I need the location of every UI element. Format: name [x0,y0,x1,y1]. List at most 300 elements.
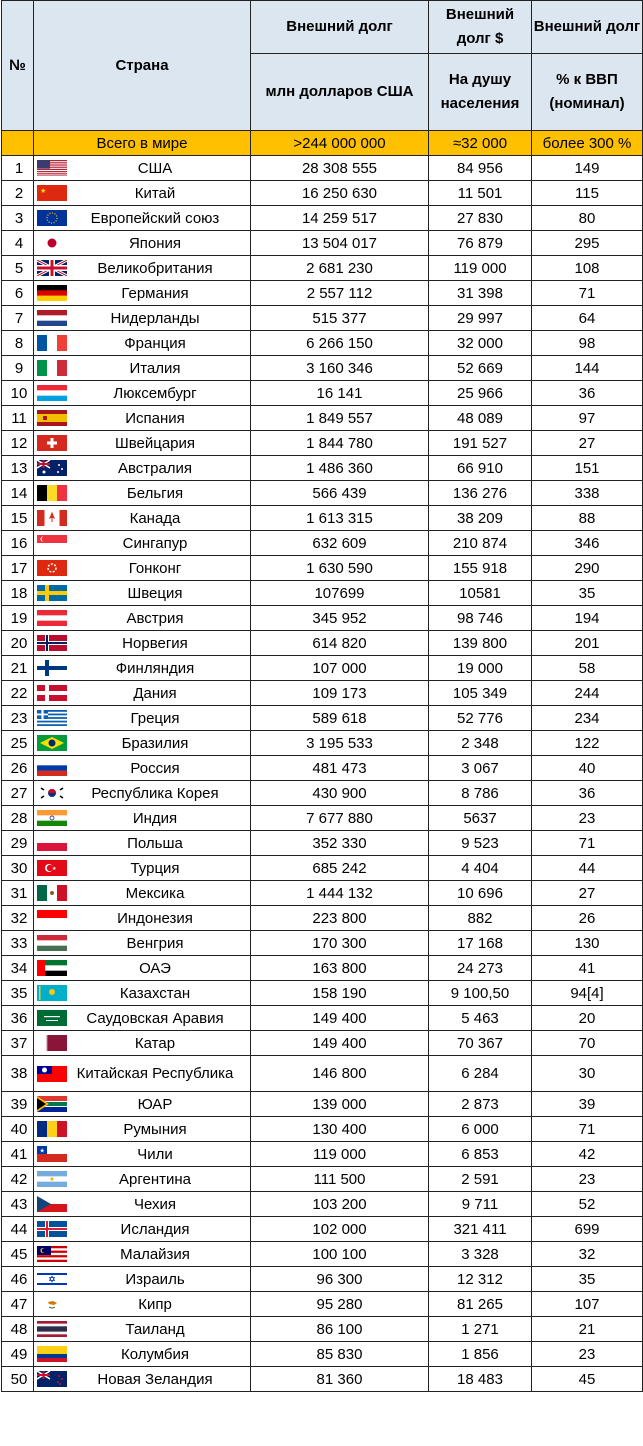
country-cell [34,481,251,506]
gdp-percent-value: 36 [532,781,643,806]
external-debt-value: 6 266 150 [251,331,429,356]
external-debt-value: 345 952 [251,606,429,631]
flag-es-icon [37,410,67,426]
gdp-percent-value: 23 [532,1167,643,1192]
header-debt-per-capita: Внешний долг $ [429,1,532,54]
table-row [2,506,643,531]
per-capita-value: 9 100,50 [429,981,532,1006]
gdp-percent-value: 45 [532,1367,643,1392]
country-cell [34,831,251,856]
gdp-percent-value: 108 [532,256,643,281]
external-debt-value: 589 618 [251,706,429,731]
country-cell [34,931,251,956]
country-name: Швеция [127,584,183,602]
flag-ae-icon [37,960,67,976]
gdp-percent-value: 30 [532,1056,643,1092]
per-capita-value: 136 276 [429,481,532,506]
row-number: 48 [2,1317,34,1342]
row-number: 22 [2,681,34,706]
flag-cl-icon [37,1146,67,1162]
country-cell [34,956,251,981]
row-number: 32 [2,906,34,931]
gdp-percent-value: 71 [532,1117,643,1142]
gdp-percent-value: 94[4] [532,981,643,1006]
table-row [2,806,643,831]
flag-fr-icon [37,335,67,351]
per-capita-value: 6 853 [429,1142,532,1167]
table-row [2,581,643,606]
table-row [2,631,643,656]
row-number: 8 [2,331,34,356]
flag-it-icon [37,360,67,376]
per-capita-value: 84 956 [429,156,532,181]
row-number: 7 [2,306,34,331]
per-capita-value: 882 [429,906,532,931]
country-cell [34,981,251,1006]
country-cell [34,1242,251,1267]
country-name: Европейский союз [90,209,220,227]
flag-hu-icon [37,935,67,951]
external-debt-value: 13 504 017 [251,231,429,256]
gdp-percent-value: 23 [532,806,643,831]
row-number: 20 [2,631,34,656]
gdp-percent-value: 27 [532,881,643,906]
country-cell [34,1317,251,1342]
row-number: 43 [2,1192,34,1217]
flag-nl-icon [37,310,67,326]
table-row [2,881,643,906]
external-debt-value: 1 613 315 [251,506,429,531]
per-capita-value: 66 910 [429,456,532,481]
country-name: Франция [124,334,186,352]
external-debt-value: 139 000 [251,1092,429,1117]
per-capita-value: 119 000 [429,256,532,281]
gdp-percent-value: 71 [532,831,643,856]
row-number: 12 [2,431,34,456]
country-name: ЮАР [137,1095,173,1113]
row-number: 9 [2,356,34,381]
country-cell [34,681,251,706]
per-capita-value: 98 746 [429,606,532,631]
per-capita-value: 1 856 [429,1342,532,1367]
country-name: Бельгия [126,484,184,502]
per-capita-value: 210 874 [429,531,532,556]
country-cell [34,381,251,406]
row-number: 26 [2,756,34,781]
country-cell [34,356,251,381]
country-name: Австрия [126,609,184,627]
per-capita-value: 155 918 [429,556,532,581]
country-name: Швейцария [114,434,196,452]
country-name: Германия [121,284,189,302]
flag-de-icon [37,285,67,301]
row-number: 28 [2,806,34,831]
external-debt-value: 430 900 [251,781,429,806]
gdp-percent-value: 23 [532,1342,643,1367]
country-name: Россия [130,759,180,777]
gdp-percent-value: 290 [532,556,643,581]
header-debt-unit: млн долларов США [251,54,429,131]
country-name: Италия [129,359,181,377]
flag-hk-icon [37,560,67,576]
per-capita-value: 18 483 [429,1367,532,1392]
row-number: 13 [2,456,34,481]
flag-au-icon [37,460,67,476]
flag-il-icon [37,1271,67,1287]
country-cell [34,1292,251,1317]
table-row [2,206,643,231]
per-capita-value: 3 067 [429,756,532,781]
country-name: Китай [134,184,176,202]
table-row [2,431,643,456]
per-capita-value: 8 786 [429,781,532,806]
row-number: 34 [2,956,34,981]
external-debt-value: 95 280 [251,1292,429,1317]
external-debt-value: 102 000 [251,1217,429,1242]
per-capita-value: 3 328 [429,1242,532,1267]
flag-be-icon [37,485,67,501]
gdp-percent-value: 20 [532,1006,643,1031]
header-country: Страна [34,1,251,131]
country-cell [34,1342,251,1367]
country-cell [34,606,251,631]
table-row [2,381,643,406]
country-cell [34,631,251,656]
header-external-debt: Внешний долг [251,1,429,54]
row-number: 39 [2,1092,34,1117]
country-cell [34,456,251,481]
row-number: 40 [2,1117,34,1142]
country-name: Чили [137,1145,173,1163]
row-number: 14 [2,481,34,506]
flag-id-icon [37,910,67,926]
country-cell [34,281,251,306]
gdp-percent-value: 122 [532,731,643,756]
per-capita-value: 4 404 [429,856,532,881]
external-debt-value: 16 141 [251,381,429,406]
flag-sa-icon [37,1010,67,1026]
header-debt-gdp: Внешний долг [532,1,643,54]
country-name: Норвегия [122,634,188,652]
country-cell [34,1217,251,1242]
gdp-percent-value: 44 [532,856,643,881]
per-capita-value: 32 000 [429,331,532,356]
row-number: 45 [2,1242,34,1267]
row-number: 1 [2,156,34,181]
country-cell [34,506,251,531]
flag-tw-icon [37,1066,67,1082]
external-debt-value: 119 000 [251,1142,429,1167]
flag-kr-icon [37,785,67,801]
per-capita-value: 105 349 [429,681,532,706]
table-row [2,781,643,806]
table-row [2,981,643,1006]
flag-qa-icon [37,1035,67,1051]
table-row [2,256,643,281]
table-row [2,831,643,856]
country-name: Китайская Республика [76,1065,234,1082]
flag-no-icon [37,635,67,651]
country-name: Израиль [125,1270,185,1288]
country-name: Турция [130,859,180,877]
table-row [2,1242,643,1267]
gdp-percent-value: 98 [532,331,643,356]
gdp-percent-value: 70 [532,1031,643,1056]
external-debt-value: 223 800 [251,906,429,931]
table-row [2,756,643,781]
per-capita-value: 38 209 [429,506,532,531]
country-name: Гонконг [128,559,182,577]
external-debt-value: 86 100 [251,1317,429,1342]
country-name: Колумбия [120,1345,190,1363]
country-cell [34,731,251,756]
gdp-percent-value: 97 [532,406,643,431]
table-row [2,331,643,356]
external-debt-value: 103 200 [251,1192,429,1217]
flag-is-icon [37,1221,67,1237]
per-capita-value: 17 168 [429,931,532,956]
flag-tr-icon [37,860,67,876]
flag-lu-icon [37,385,67,401]
row-number: 33 [2,931,34,956]
country-name: Австралия [117,459,193,477]
country-name: Нидерланды [110,309,200,327]
country-cell [34,856,251,881]
external-debt-value: 3 195 533 [251,731,429,756]
flag-gb-icon [37,260,67,276]
per-capita-value: 19 000 [429,656,532,681]
per-capita-value: 6 000 [429,1117,532,1142]
table-row [2,306,643,331]
flag-ch-icon [37,435,67,451]
table-row [2,1117,643,1142]
row-number: 23 [2,706,34,731]
country-name: Исландия [120,1220,190,1238]
country-cell [34,1117,251,1142]
row-number: 37 [2,1031,34,1056]
country-cell [34,581,251,606]
country-cell [34,1092,251,1117]
per-capita-value: 2 348 [429,731,532,756]
country-name: Индонезия [117,909,193,927]
flag-co-icon [37,1346,67,1362]
external-debt-value: 1 444 132 [251,881,429,906]
total-num [2,131,34,156]
table-row [2,231,643,256]
gdp-percent-value: 52 [532,1192,643,1217]
per-capita-value: 10581 [429,581,532,606]
external-debt-value: 170 300 [251,931,429,956]
table-row [2,1056,643,1092]
row-number: 46 [2,1267,34,1292]
svg-text:★: ★ [39,1148,45,1155]
gdp-percent-value: 338 [532,481,643,506]
external-debt-value: 515 377 [251,306,429,331]
country-cell [34,531,251,556]
per-capita-value: 2 591 [429,1167,532,1192]
row-number: 44 [2,1217,34,1242]
country-cell [34,231,251,256]
external-debt-value: 149 400 [251,1031,429,1056]
per-capita-value: 10 696 [429,881,532,906]
row-number: 18 [2,581,34,606]
row-number: 38 [2,1056,34,1092]
country-name: Венгрия [126,934,184,952]
country-name: Греция [130,709,180,727]
row-number: 11 [2,406,34,431]
gdp-percent-value: 39 [532,1092,643,1117]
gdp-percent-value: 64 [532,306,643,331]
country-name: Малайзия [120,1245,190,1263]
country-cell [34,1031,251,1056]
gdp-percent-value: 88 [532,506,643,531]
country-cell [34,1006,251,1031]
row-number: 4 [2,231,34,256]
country-cell [34,1367,251,1392]
row-number: 42 [2,1167,34,1192]
gdp-percent-value: 107 [532,1292,643,1317]
external-debt-value: 16 250 630 [251,181,429,206]
gdp-percent-value: 151 [532,456,643,481]
table-row [2,731,643,756]
per-capita-value: 25 966 [429,381,532,406]
row-number: 19 [2,606,34,631]
row-number: 10 [2,381,34,406]
table-row [2,556,643,581]
row-number: 30 [2,856,34,881]
country-name: Канада [129,509,181,527]
flag-ar-icon [37,1171,67,1187]
external-debt-value: 130 400 [251,1117,429,1142]
table-row [2,406,643,431]
row-number: 50 [2,1367,34,1392]
table-row [2,706,643,731]
row-number: 17 [2,556,34,581]
country-name: Казахстан [119,984,191,1002]
country-name: Аргентина [119,1170,191,1188]
country-name: Саудовская Аравия [86,1009,224,1027]
row-number: 29 [2,831,34,856]
row-number: 47 [2,1292,34,1317]
row-number: 5 [2,256,34,281]
table-row [2,1167,643,1192]
flag-cy-icon [37,1296,67,1312]
table-row [2,1317,643,1342]
table-row [2,1192,643,1217]
per-capita-value: 29 997 [429,306,532,331]
gdp-percent-value: 194 [532,606,643,631]
flag-ro-icon [37,1121,67,1137]
flag-sg-icon [37,535,67,551]
per-capita-value: 9 523 [429,831,532,856]
flag-ru-icon [37,760,67,776]
row-number: 35 [2,981,34,1006]
country-cell [34,906,251,931]
table-row [2,681,643,706]
flag-jp-icon [37,235,67,251]
flag-br-icon [37,735,67,751]
flag-cz-icon [37,1196,67,1212]
per-capita-value: 9 711 [429,1192,532,1217]
country-cell [34,656,251,681]
external-debt-value: 107 000 [251,656,429,681]
external-debt-value: 481 473 [251,756,429,781]
row-number: 36 [2,1006,34,1031]
per-capita-value: 191 527 [429,431,532,456]
flag-dk-icon [37,685,67,701]
country-cell [34,1267,251,1292]
country-cell [34,706,251,731]
gdp-percent-value: 80 [532,206,643,231]
table-row [2,156,643,181]
country-name: Новая Зеландия [97,1370,213,1388]
external-debt-value: 158 190 [251,981,429,1006]
external-debt-value: 107699 [251,581,429,606]
country-cell [34,406,251,431]
gdp-percent-value: 295 [532,231,643,256]
external-debt-value: 1 849 557 [251,406,429,431]
country-cell [34,1167,251,1192]
external-debt-value: 81 360 [251,1367,429,1392]
external-debt-value: 1 630 590 [251,556,429,581]
flag-eu-icon [37,210,67,226]
per-capita-value: 52 776 [429,706,532,731]
total-debt: >244 000 000 [251,131,429,156]
gdp-percent-value: 26 [532,906,643,931]
external-debt-value: 1 844 780 [251,431,429,456]
country-name: Чехия [133,1195,176,1213]
external-debt-value: 111 500 [251,1167,429,1192]
per-capita-value: 52 669 [429,356,532,381]
total-per-capita: ≈32 000 [429,131,532,156]
flag-my-icon [37,1246,67,1262]
country-name: Катар [134,1034,176,1052]
table-row [2,1006,643,1031]
external-debt-value: 85 830 [251,1342,429,1367]
country-name: Польша [127,834,183,852]
table-row [2,481,643,506]
row-number: 31 [2,881,34,906]
debt-table [1,0,643,1392]
flag-gr-icon [37,710,67,726]
country-cell [34,256,251,281]
per-capita-value: 24 273 [429,956,532,981]
flag-pl-icon [37,835,67,851]
external-debt-value: 149 400 [251,1006,429,1031]
gdp-percent-value: 42 [532,1142,643,1167]
flag-se-icon [37,585,67,601]
header-per-capita-unit: На душу населения [429,54,532,131]
country-name: ОАЭ [139,959,171,977]
total-label: Всего в мире [34,131,251,156]
gdp-percent-value: 27 [532,431,643,456]
country-name: Республика Корея [91,784,219,802]
row-number: 3 [2,206,34,231]
country-name: Бразилия [121,734,189,752]
table-row [2,1292,643,1317]
total-gdp: более 300 % [532,131,643,156]
country-cell [34,306,251,331]
country-name: Финляндия [115,659,195,677]
row-number: 27 [2,781,34,806]
header-gdp-unit: % к ВВП (номинал) [532,54,643,131]
country-name: Мексика [125,884,185,902]
svg-text:★: ★ [52,866,57,872]
country-name: Таиланд [125,1320,185,1338]
gdp-percent-value: 201 [532,631,643,656]
gdp-percent-value: 699 [532,1217,643,1242]
table-row [2,1267,643,1292]
